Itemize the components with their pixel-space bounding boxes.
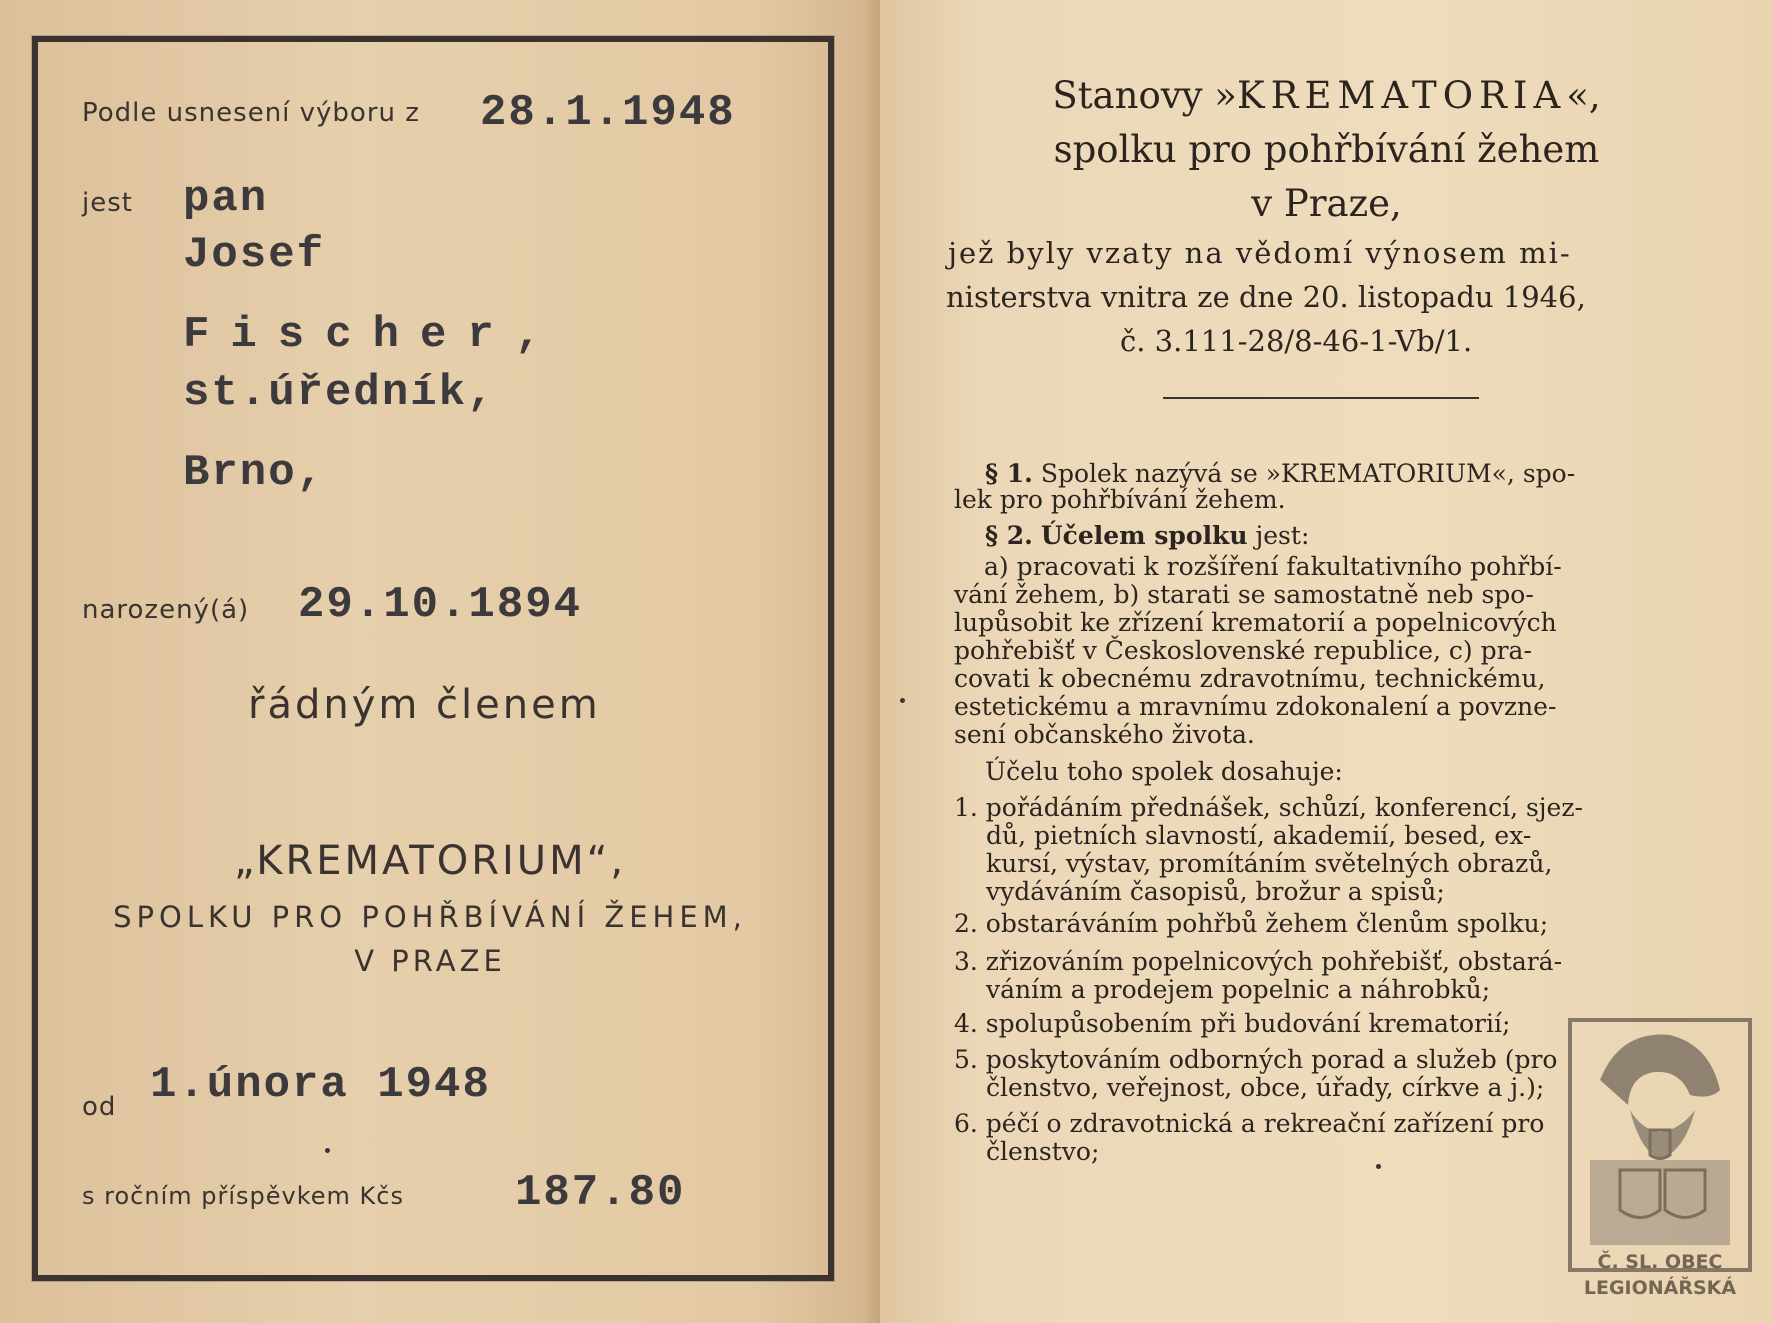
title-suffix: «, [1566, 74, 1601, 117]
means-line: členstvo; [986, 1137, 1100, 1166]
means-line: vydáváním časopisů, brožur a spisů; [986, 877, 1445, 906]
means-line: 6. péčí o zdravotnická a rekreační zařízení pro [954, 1109, 1545, 1138]
title-name: KREMATORIA [1236, 74, 1567, 117]
logo-text-line2: LEGIONÁŘSKÁ [1583, 1277, 1737, 1299]
means-line: 5. poskytováním odborných porad a služeb (pro [954, 1045, 1558, 1074]
legion-logo-watermark [1560, 1010, 1760, 1310]
statutes-subtitle1: spolku pro pohřbívání žehem [1053, 128, 1600, 171]
section2-mark: § 2. [985, 521, 1033, 550]
first-name: Josef [183, 230, 326, 280]
org-name: „KREMATORIUM“, [233, 838, 627, 884]
since-date: 1.února 1948 [150, 1060, 491, 1110]
title-prefix: Stanovy » [1052, 74, 1237, 117]
resolution-label: Podle usnesení výboru z [82, 98, 420, 128]
resolution-date: 28.1.1948 [480, 88, 736, 138]
purpose-line: estetickému a mravnímu zdokonalení a povzne- [954, 692, 1557, 721]
means-line: členstvo, veřejnost, obce, úřady, církve a j.); [986, 1073, 1545, 1102]
fee-amount: 187.80 [515, 1168, 686, 1218]
city: Brno, [183, 448, 326, 498]
section2-title: Účelem spolku [1040, 521, 1248, 550]
means-line: 3. zřizováním popelnicových pohřebišť, obstará- [954, 947, 1563, 976]
since-label: od [82, 1092, 117, 1122]
statutes-subtitle2: v Praze, [1251, 182, 1402, 225]
means-line: 1. pořádáním přednášek, schůzí, konferencí, sjez- [954, 793, 1583, 822]
means-line: 4. spolupůsobením při budování krematorií; [954, 1009, 1511, 1038]
section2-heading [985, 522, 1309, 550]
logo-text-line1: Č. SL. OBEC [1597, 1251, 1723, 1273]
note-line1: jež byly vzaty na vědomí výnosem mi- [948, 236, 1572, 270]
purpose-line: a) pracovati k rozšíření fakultativního pohřbí- [984, 552, 1562, 581]
member-status: řádným členem [248, 682, 601, 728]
means-line: 2. obstaráváním pohřbů žehem členům spolku; [954, 909, 1549, 938]
means-line: váním a prodejem popelnic a náhrobků; [986, 975, 1491, 1004]
section1-mark: § 1. [985, 459, 1033, 488]
statutes-title [880, 74, 1773, 117]
born-date: 29.10.1894 [298, 580, 583, 630]
means-line: kursí, výstav, promítáním světelných obrazů, [986, 849, 1553, 878]
ink-speck [900, 698, 905, 703]
purpose-line: covati k obecnému zdravotnímu, technickému, [954, 664, 1546, 693]
section1-text1: Spolek nazývá se »KREMATORIUM«, spo- [1040, 459, 1576, 488]
legionnaire-helmet-icon [1600, 1035, 1720, 1105]
org-line3: V PRAZE [354, 944, 506, 978]
ink-speck [325, 1148, 330, 1153]
divider-line [1163, 397, 1479, 399]
salutation: pan [183, 174, 269, 224]
jest-label: jest [82, 188, 133, 218]
last-name: Fischer, [183, 310, 563, 360]
legionnaire-face-icon [1630, 1110, 1695, 1160]
section1-line2: lek pro pohřbívání žehem. [954, 485, 1286, 514]
born-label: narozený(á) [82, 595, 250, 625]
org-line2: SPOLKU PRO POHŘBÍVÁNÍ ŽEHEM, [113, 900, 747, 934]
section1-line1 [985, 460, 1575, 488]
section2-rest: jest: [1255, 521, 1310, 550]
purpose-line: pohřebišť v Československé republice, c) pra- [954, 636, 1532, 665]
purpose-line: lupůsobit ke zřízení krematorií a popelnicových [954, 608, 1557, 637]
occupation: st.úředník, [183, 368, 496, 418]
purpose-line: sení občanského života. [954, 720, 1255, 749]
note-line2: nisterstva vnitra ze dne 20. listopadu 1946, [946, 280, 1586, 314]
membership-card-page [0, 0, 880, 1323]
ink-speck [1376, 1164, 1381, 1169]
means-intro: Účelu toho spolek dosahuje: [985, 757, 1343, 786]
purpose-line: vání žehem, b) starati se samostatně neb spo- [954, 580, 1534, 609]
means-line: dů, pietních slavností, akademií, besed, ex- [986, 821, 1532, 850]
fee-label: s ročním příspěvkem Kčs [82, 1182, 404, 1210]
note-line3: č. 3.111-28/8-46-1-Vb/1. [1120, 324, 1473, 358]
